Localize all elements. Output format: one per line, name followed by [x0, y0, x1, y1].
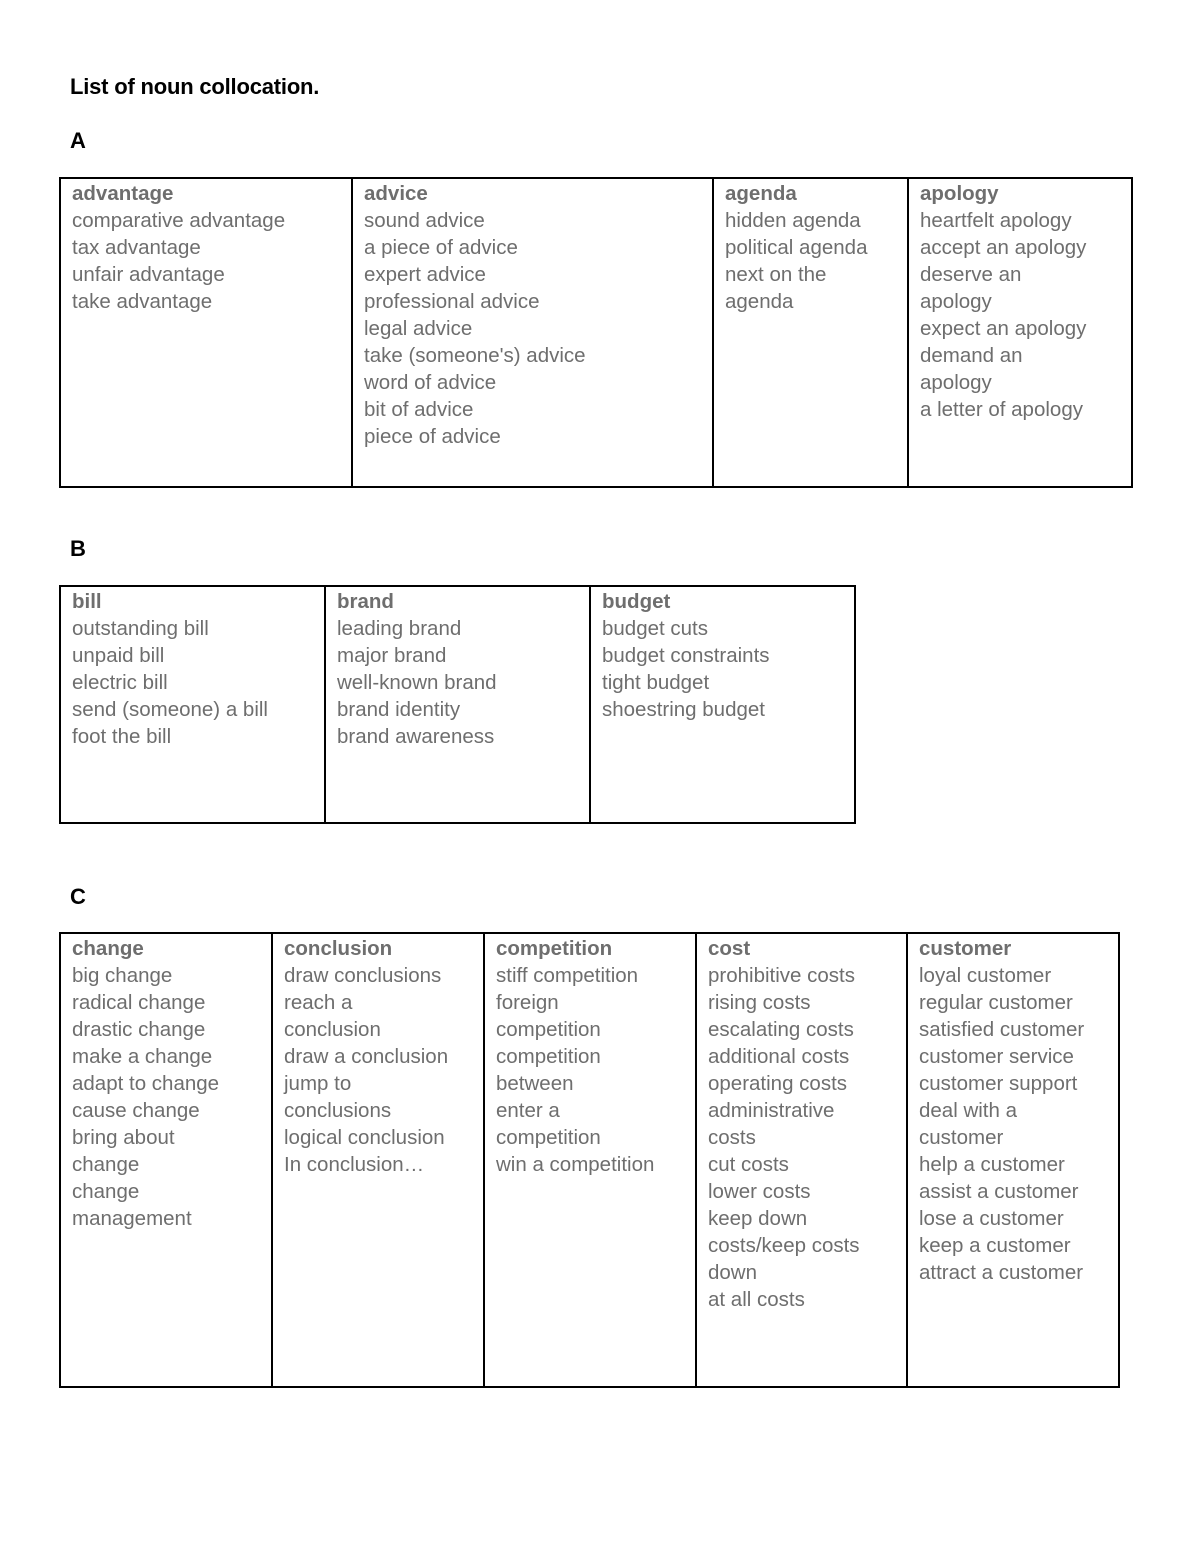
collocation-item: conclusions	[284, 1099, 392, 1122]
collocation-item: assist a customer	[919, 1180, 1079, 1203]
collocation-item: prohibitive costs	[708, 964, 855, 987]
section-heading-c: C	[70, 884, 86, 909]
collocation-item: keep down	[708, 1207, 808, 1230]
headword: bill	[72, 590, 102, 613]
collocation-item: deserve an	[920, 263, 1022, 286]
headword: apology	[920, 182, 999, 205]
table-row	[60, 178, 1132, 487]
collocation-item: make a change	[72, 1045, 213, 1068]
collocation-item: apology	[920, 371, 992, 394]
headword: change	[72, 937, 144, 960]
headword: conclusion	[284, 937, 393, 960]
collocation-item: drastic change	[72, 1018, 206, 1041]
collocation-item: take (someone's) advice	[364, 344, 586, 367]
collocation-item: apology	[920, 290, 992, 313]
collocation-item: expert advice	[364, 263, 486, 286]
collocation-cell-advice	[352, 178, 713, 487]
collocation-item: loyal customer	[919, 964, 1052, 987]
collocation-item: outstanding bill	[72, 617, 209, 640]
collocation-item: heartfelt apology	[920, 209, 1072, 232]
headword: competition	[496, 937, 613, 960]
collocation-item: regular customer	[919, 991, 1073, 1014]
collocation-item: electric bill	[72, 671, 168, 694]
collocation-item: draw a conclusion	[284, 1045, 449, 1068]
collocation-item: unpaid bill	[72, 644, 165, 667]
collocation-cell-conclusion	[272, 933, 484, 1387]
collocation-item: reach a	[284, 991, 353, 1014]
collocation-item: enter a	[496, 1099, 560, 1122]
collocation-item: between	[496, 1072, 574, 1095]
headword: brand	[337, 590, 394, 613]
collocation-cell-customer	[907, 933, 1119, 1387]
collocation-item: satisfied customer	[919, 1018, 1085, 1041]
collocation-item: competition	[496, 1045, 601, 1068]
collocation-item: stiff competition	[496, 964, 639, 987]
collocation-item: administrative	[708, 1099, 835, 1122]
collocation-item: brand identity	[337, 698, 461, 721]
collocation-item: logical conclusion	[284, 1126, 445, 1149]
headword: advantage	[72, 182, 174, 205]
collocation-cell-apology	[908, 178, 1132, 487]
headword: customer	[919, 937, 1012, 960]
collocation-item: piece of advice	[364, 425, 501, 448]
collocation-item: demand an	[920, 344, 1023, 367]
collocation-item: budget cuts	[602, 617, 708, 640]
collocation-item: next on the	[725, 263, 827, 286]
headword: cost	[708, 937, 751, 960]
collocation-item: send (someone) a bill	[72, 698, 268, 721]
section-heading-a: A	[70, 128, 86, 153]
collocation-item: draw conclusions	[284, 964, 442, 987]
collocation-item: help a customer	[919, 1153, 1065, 1176]
collocation-item: word of advice	[364, 371, 497, 394]
collocation-table-a	[59, 177, 1133, 488]
collocation-table-b	[59, 585, 856, 824]
collocation-item: shoestring budget	[602, 698, 765, 721]
headword: budget	[602, 590, 671, 613]
collocation-item: operating costs	[708, 1072, 848, 1095]
collocation-cell-advantage	[60, 178, 352, 487]
collocation-item: attract a customer	[919, 1261, 1084, 1284]
collocation-item: change	[72, 1180, 140, 1203]
collocation-item: foot the bill	[72, 725, 172, 748]
collocation-item: foreign	[496, 991, 559, 1014]
collocation-item: a piece of advice	[364, 236, 518, 259]
collocation-item: deal with a	[919, 1099, 1018, 1122]
collocation-item: keep a customer	[919, 1234, 1071, 1257]
collocation-item: accept an apology	[920, 236, 1087, 259]
collocation-item: sound advice	[364, 209, 485, 232]
collocation-item: legal advice	[364, 317, 473, 340]
collocation-item: In conclusion…	[284, 1153, 425, 1176]
collocation-item: agenda	[725, 290, 794, 313]
collocation-item: escalating costs	[708, 1018, 854, 1041]
collocation-item: costs/keep costs	[708, 1234, 860, 1257]
collocation-cell-competition	[484, 933, 696, 1387]
collocation-item: customer	[919, 1126, 1004, 1149]
collocation-item: at all costs	[708, 1288, 805, 1311]
collocation-item: tight budget	[602, 671, 710, 694]
headword: advice	[364, 182, 428, 205]
collocation-cell-agenda	[713, 178, 908, 487]
collocation-item: cut costs	[708, 1153, 789, 1176]
collocation-item: cause change	[72, 1099, 200, 1122]
collocation-item: win a competition	[496, 1153, 655, 1176]
collocation-item: well-known brand	[337, 671, 497, 694]
collocation-item: brand awareness	[337, 725, 495, 748]
collocation-item: costs	[708, 1126, 756, 1149]
collocation-item: competition	[496, 1126, 601, 1149]
collocation-item: major brand	[337, 644, 447, 667]
collocation-item: leading brand	[337, 617, 462, 640]
collocation-item: comparative advantage	[72, 209, 286, 232]
table-row	[60, 586, 855, 823]
collocation-item: tax advantage	[72, 236, 201, 259]
collocation-item: radical change	[72, 991, 206, 1014]
document-title: List of noun collocation.	[70, 74, 320, 99]
collocation-item: big change	[72, 964, 173, 987]
collocation-item: jump to	[284, 1072, 352, 1095]
collocation-item: management	[72, 1207, 192, 1230]
collocation-item: unfair advantage	[72, 263, 225, 286]
collocation-cell-bill	[60, 586, 325, 823]
collocation-item: take advantage	[72, 290, 213, 313]
collocation-item: bring about	[72, 1126, 175, 1149]
collocation-item: a letter of apology	[920, 398, 1083, 421]
collocation-item: bit of advice	[364, 398, 474, 421]
collocation-item: expect an apology	[920, 317, 1087, 340]
section-heading-b: B	[70, 536, 86, 561]
collocation-item: adapt to change	[72, 1072, 220, 1095]
collocation-item: hidden agenda	[725, 209, 861, 232]
collocation-cell-change	[60, 933, 272, 1387]
collocation-item: customer support	[919, 1072, 1078, 1095]
collocation-item: competition	[496, 1018, 601, 1041]
collocation-item: lower costs	[708, 1180, 811, 1203]
collocation-cell-cost	[696, 933, 907, 1387]
collocation-item: customer service	[919, 1045, 1074, 1068]
collocation-item: professional advice	[364, 290, 540, 313]
collocation-item: lose a customer	[919, 1207, 1064, 1230]
collocation-item: additional costs	[708, 1045, 850, 1068]
collocation-item: change	[72, 1153, 140, 1176]
collocation-item: conclusion	[284, 1018, 381, 1041]
collocation-item: down	[708, 1261, 758, 1284]
collocation-cell-budget	[590, 586, 855, 823]
table-row	[60, 933, 1119, 1387]
collocation-item: rising costs	[708, 991, 811, 1014]
collocation-item: political agenda	[725, 236, 868, 259]
headword: agenda	[725, 182, 797, 205]
collocation-cell-brand	[325, 586, 590, 823]
collocation-item: budget constraints	[602, 644, 770, 667]
collocation-table-c	[59, 932, 1120, 1388]
